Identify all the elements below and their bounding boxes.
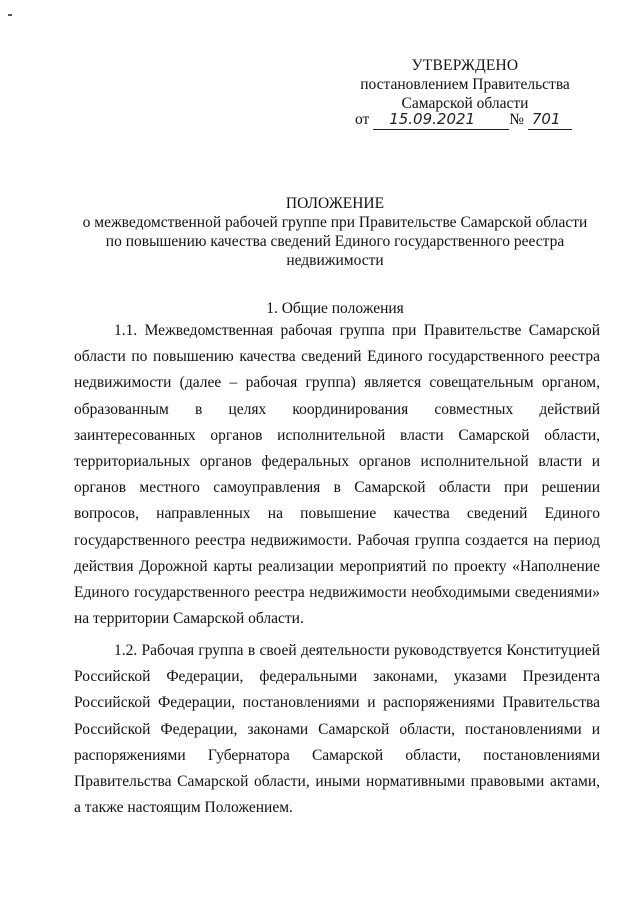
- title-heading: ПОЛОЖЕНИЕ: [285, 195, 385, 212]
- scan-mark: [8, 14, 12, 16]
- approval-date: 15.09.2021: [373, 110, 509, 130]
- paragraph-1-1: 1.1. Межведомственная рабочая группа при Правительстве Самарской области по повышению качества сведений Единого государственного реестра недвижимости (далее – рабочая группа) является совещательным органом, образованным в целях координирования совместных действий заинтересованных органов исполнительной власти Самарской области, территориальных органов федеральных органов исполнительной власти и органов местного самоуправления в Самарской области при решении вопросов, направленных на повышение качества сведений Единого государственного реестра недвижимости. Рабочая группа создается на период действия Дорожной карты реализации мероприятий по проекту «Наполнение Единого государственного реестра недвижимости необходимыми сведениями» на территории Самарской области.: [74, 322, 600, 628]
- approval-date-line: [355, 110, 585, 130]
- title-line-1: о межведомственной рабочей группе при Правительстве Самарской области: [82, 214, 588, 231]
- approval-block: [350, 56, 580, 113]
- approval-stamp: УТВЕРЖДЕНО: [411, 57, 519, 74]
- paragraph-1-2: 1.2. Рабочая группа в своей деятельности руководствуется Конституцией Российской Федерации, федеральными законами, указами Президента Российской Федерации, постановлениями и распоряжениями Правительства Российской Федерации, законами Самарской области, постановлениями и распоряжениями Губернатора Самарской области, постановлениями Правительства Самарской области, иными нормативными правовыми актами, а также настоящим Положением.: [74, 642, 600, 817]
- approval-number: 701: [528, 110, 572, 130]
- approval-line-1: постановлением Правительства: [360, 76, 570, 93]
- title-line-3: недвижимости: [286, 252, 384, 269]
- approval-line-2: Самарской области: [401, 95, 529, 112]
- section-heading: 1. Общие положения: [266, 300, 404, 317]
- number-prefix: №: [509, 111, 524, 128]
- date-prefix: от: [355, 111, 370, 128]
- document-title: [60, 194, 610, 270]
- title-line-2: по повышению качества сведений Единого государственного реестра: [105, 233, 565, 250]
